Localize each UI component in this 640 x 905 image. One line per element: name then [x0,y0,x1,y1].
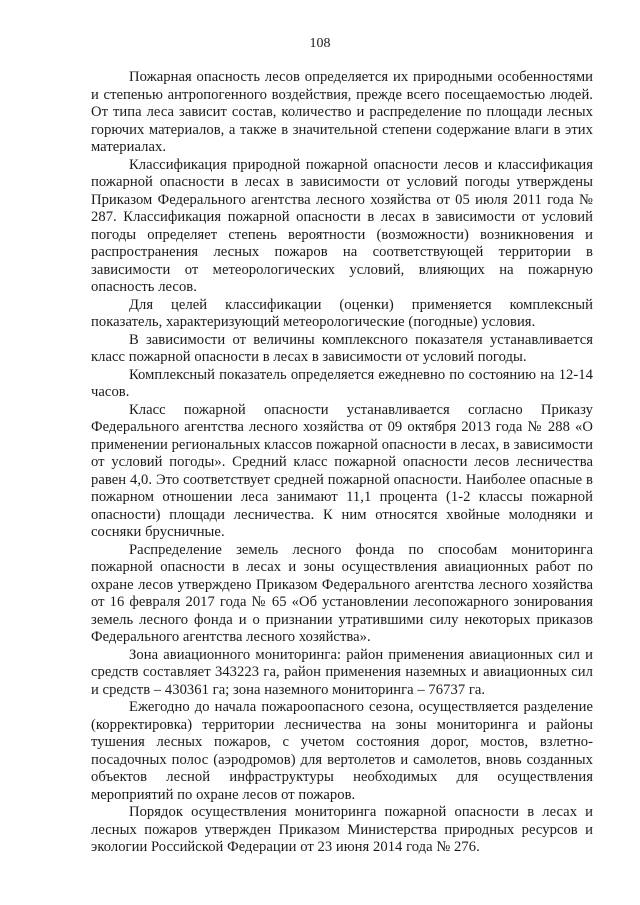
paragraph-danger-class-by-index: В зависимости от величины комплексного показателя устанавливается класс пожарной опасности в лесах в зависимости от условий погоды. [91,331,593,365]
body-text [91,69,593,857]
paragraph-fire-danger-factors: Пожарная опасность лесов определяется их природными особенностями и степенью антропогенного воздействия, прежде всего посещаемостью людей. От типа леса зависит состав, количество и распределение по площади лесных горючих материалов, а также в значительной степени содержание влаги в этих материалах. [91,69,593,155]
paragraph-classification-order-287: Классификация природной пожарной опасности лесов и классификация пожарной опасности в лесах в зависимости от условий погоды утверждены Приказом Федерального агентства лесного хозяйства от 05 июля 2011 года № 287. Классификация пожарной опасности в лесах в зависимости от условий погоды определяет степень вероятности (возможности) возникновения и распространения лесных пожаров на соответствующей территории в зависимости от метеорологических условий, влияющих на пожарную опасность лесов. [91,156,593,295]
paragraph-daily-index: Комплексный показатель определяется ежедневно по состоянию на 12-14 часов. [91,366,593,400]
paragraph-aviation-monitoring-areas: Зона авиационного мониторинга: район применения авиационных сил и средств составляет 343223 га, район применения наземных и авиационных сил и средств – 430361 га; зона наземного мониторинга – 76737 га. [91,646,593,698]
paragraph-order-276: Порядок осуществления мониторинга пожарной опасности в лесах и лесных пожаров утвержден Приказом Министерства природных ресурсов и экологии Российской Федерации от 23 июня 2014 года № 276. [91,804,593,855]
paragraph-order-288-classes: Класс пожарной опасности устанавливается согласно Приказу Федерального агентства лесного хозяйства от 09 октября 2013 года № 288 «О применении региональных классов пожарной опасности в лесах, в зависимости от условий погоды». Средний класс пожарной опасности лесов лесничества равен 4,0. Это соответствует средней пожарной опасности. Наиболее опасные в пожарном отношении леса занимают 11,1 процента (1-2 классы пожарной опасности) площади лесничества. К ним относятся хвойные молодняки и сосняки брусничные. [91,401,593,540]
page-number: 108 [309,36,331,51]
paragraph-annual-zoning: Ежегодно до начала пожароопасного сезона, осуществляется разделение (корректировка) территории лесничества на зоны мониторинга и районы тушения лесных пожаров, с учетом состояния дорог, мостов, взлетно-посадочных полос (аэродромов) для вертолетов и самолетов, вновь созданных объектов лесной инфраструктуры необходимых для осуществления мероприятий по охране лесов от пожаров. [91,699,593,803]
paragraph-complex-index: Для целей классификации (оценки) применяется комплексный показатель, характеризующий метеорологические (погодные) условия. [91,296,593,330]
paragraph-monitoring-zones-order-65: Распределение земель лесного фонда по способам мониторинга пожарной опасности в лесах и зоны осуществления авиационных работ по охране лесов утверждено Приказом Федерального агентства лесного хозяйства от 16 февраля 2017 года № 65 «Об установлении лесопожарного зонирования земель лесного фонда и о признании утратившими силу некоторых приказов Федерального агентства лесного хозяйства». [91,541,593,645]
